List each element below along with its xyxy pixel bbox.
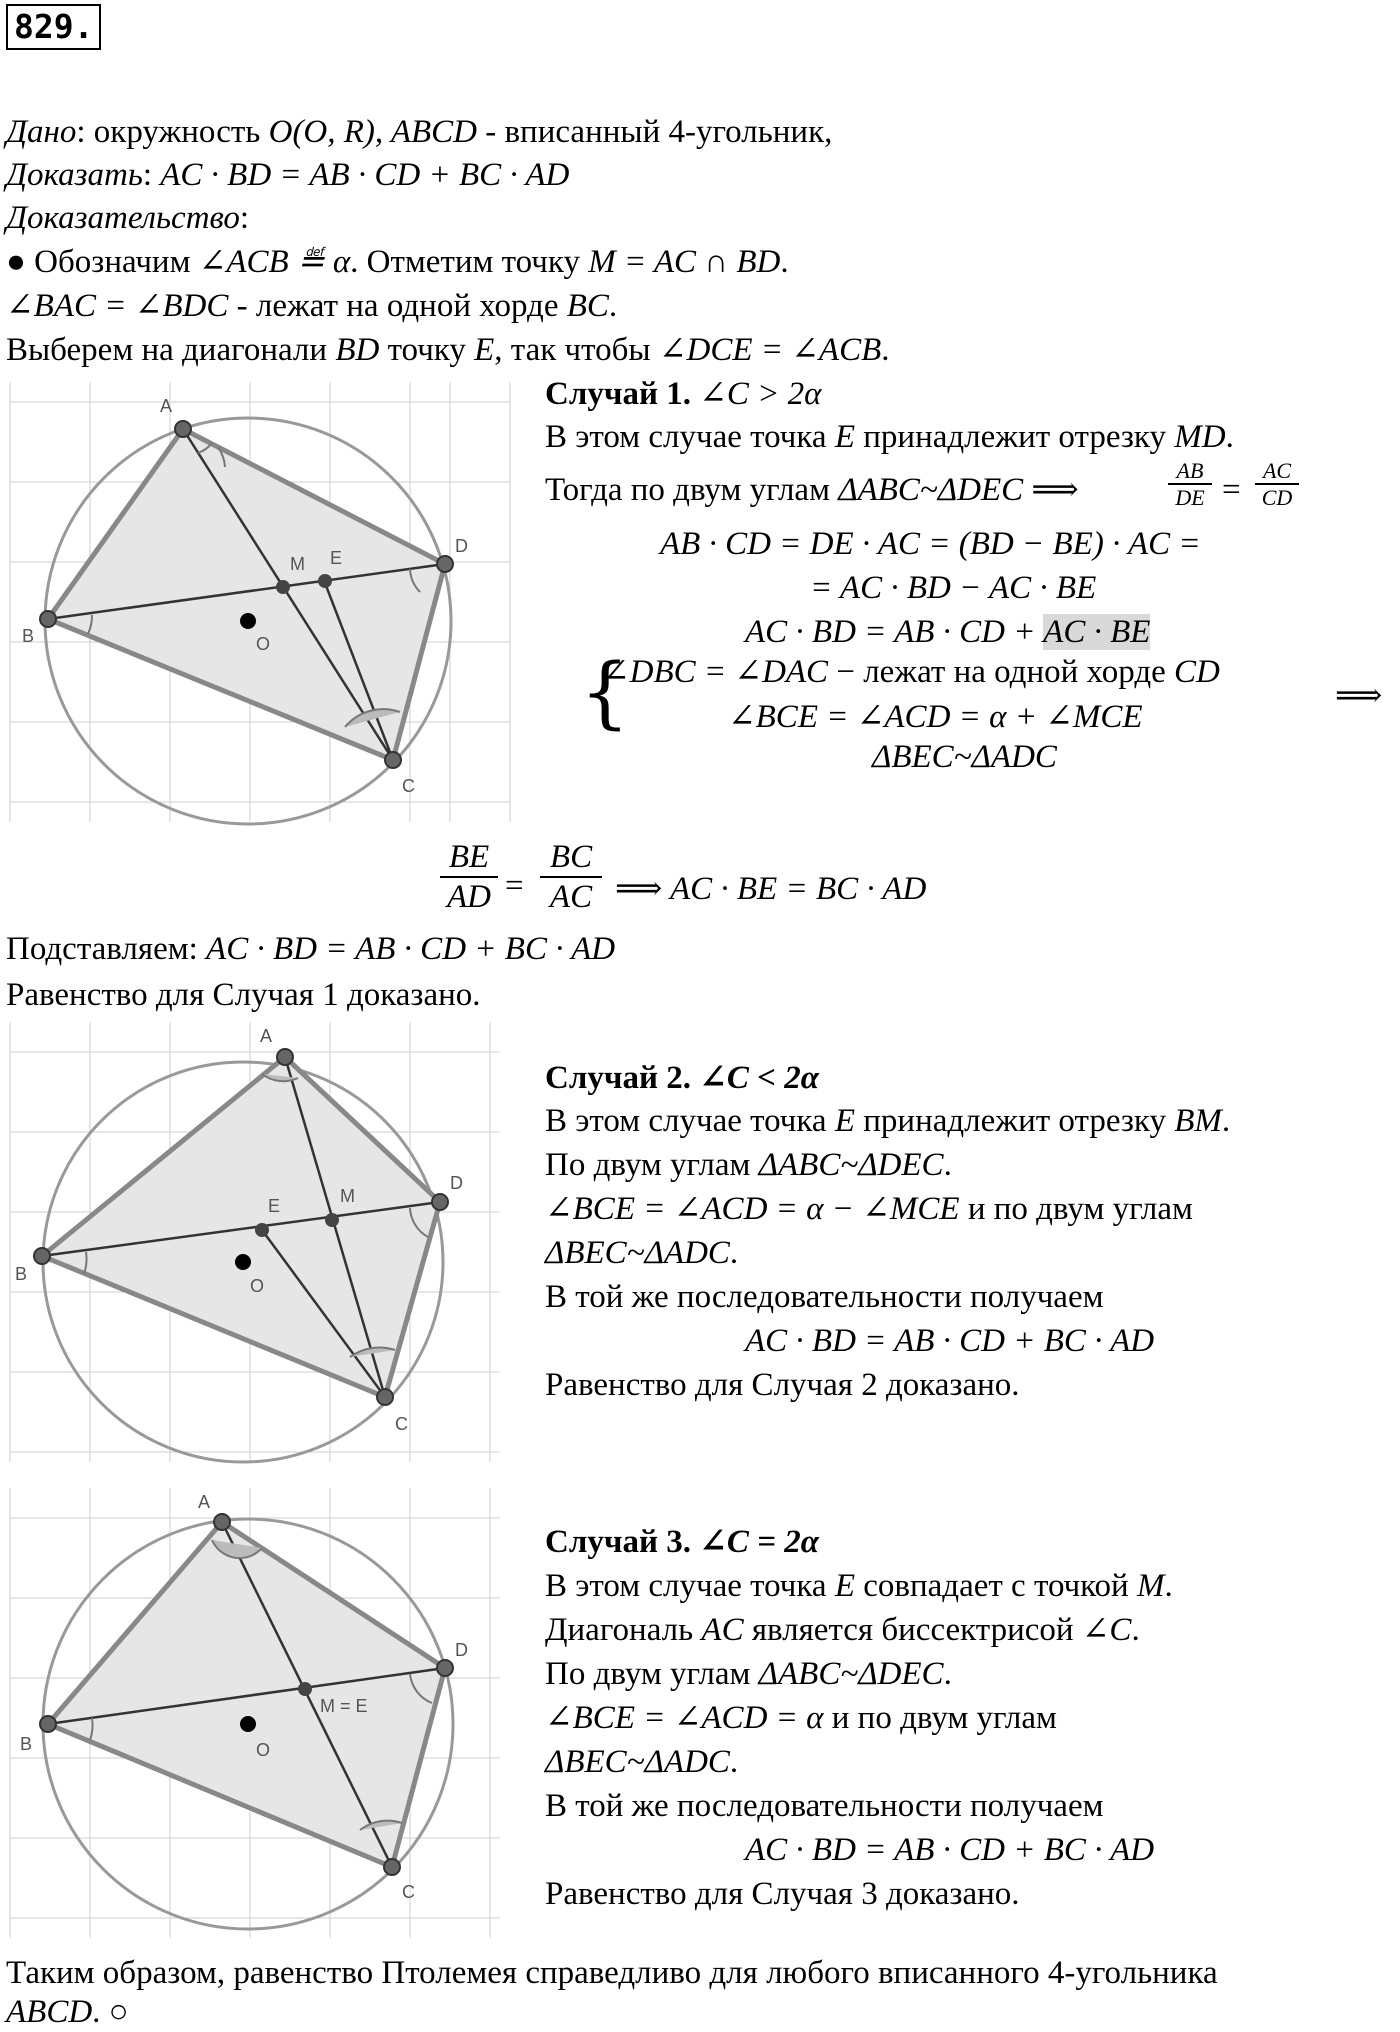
case3-s5 <box>545 1742 738 1782</box>
case3-s1c: . <box>1164 1568 1173 1604</box>
case3-s2m: AC <box>701 1612 744 1648</box>
fig2-label-c: C <box>395 1414 408 1434</box>
line1-b: . Отметим точку <box>350 244 589 280</box>
case1-frac-eq2: = <box>505 868 524 904</box>
case3-s4m: ∠BCE = ∠ACD = α <box>545 1700 824 1736</box>
line2-a: - лежат на одной хорде <box>228 288 567 324</box>
fig3-label-d: D <box>455 1640 468 1660</box>
proof-line <box>6 198 249 238</box>
case1-substitute <box>6 929 615 969</box>
case2-cond: ∠C < 2α <box>699 1060 819 1096</box>
problem-number: 829. <box>6 4 101 50</box>
line2-m1: ∠BAC = ∠BDC <box>6 288 229 324</box>
figure-case1 <box>0 372 520 842</box>
case3-s6: В той же последовательности получаем <box>545 1788 1104 1824</box>
case2-s1b: принадлежит отрезку <box>855 1103 1175 1139</box>
case1-sys1 <box>602 652 1220 692</box>
case2-s1 <box>545 1101 1230 1141</box>
case3-s1 <box>545 1566 1173 1606</box>
case1-sub-m: AC · BD = AB · CD + BC · AD <box>206 931 616 967</box>
case1-done: Равенство для Случая 1 доказано. <box>6 977 481 1013</box>
fig1-label-o: O <box>256 634 271 654</box>
case1-e3a: AC · BD = AB · CD + <box>745 614 1044 650</box>
given-label: Дано <box>6 114 77 150</box>
case1-e3 <box>745 612 1150 652</box>
case1-system-brace: { <box>580 648 630 738</box>
case1-s1m: E <box>834 419 856 455</box>
case1-s1m2: MD <box>1174 419 1226 455</box>
case1-s2a: Тогда по двум углам <box>545 472 839 508</box>
line1-a: ● Обозначим <box>6 244 199 280</box>
case3-s1b: совпадает с точкой <box>855 1568 1137 1604</box>
case1-s1b: принадлежит отрезку <box>855 419 1175 455</box>
proof-colon: : <box>239 200 250 236</box>
case1-g2d: AC <box>549 879 593 915</box>
case1-f2n: AC <box>1262 458 1292 483</box>
case1-title: Случай 1. <box>545 376 700 412</box>
case2-s3m: ∠BCE = ∠ACD = α − ∠MCE <box>545 1191 960 1227</box>
case3-s7: AC · BD = AB · CD + BC · AD <box>745 1832 1155 1868</box>
case2-s3a: и по двум углам <box>959 1191 1193 1227</box>
case2-title-line <box>545 1058 819 1098</box>
case1-f1d: DE <box>1175 485 1205 510</box>
case1-frac-rest: ⟹ AC · BE = BC · AD <box>615 871 927 907</box>
case1-title-line <box>545 374 822 414</box>
given-line <box>6 112 832 152</box>
case3-done: Равенство для Случая 3 доказано. <box>545 1876 1020 1912</box>
fig3-label-b: B <box>20 1734 33 1754</box>
case3-s3b: . <box>943 1656 952 1692</box>
line2-m2: BC <box>566 288 609 324</box>
given-math: O(O, R), ABCD <box>268 114 477 150</box>
line3-c: , так чтобы <box>494 332 659 368</box>
fig1-label-m: M <box>290 554 305 574</box>
case2-s3 <box>545 1189 1193 1229</box>
fig1-label-d: D <box>455 536 468 556</box>
case1-e3b: AC · BE <box>1043 614 1151 650</box>
line1-m1: ∠ACB ≝ α <box>198 244 351 280</box>
case3-s3a: По двум углам <box>545 1656 759 1692</box>
line3-d: . <box>881 332 890 368</box>
case2-s2b: . <box>943 1147 952 1183</box>
case2-s6: AC · BD = AB · CD + BC · AD <box>745 1323 1155 1359</box>
figure-case3 <box>0 1478 520 1948</box>
case2-s1m2: BM <box>1174 1103 1222 1139</box>
fig3-label-me: M = E <box>320 1696 368 1716</box>
proof-label: Доказательство <box>6 200 240 236</box>
case1-g1n: BE <box>448 839 490 875</box>
line1-m2: M = AC ∩ BD <box>588 244 781 280</box>
case2-s2 <box>545 1145 952 1185</box>
fig2-label-d: D <box>450 1173 463 1193</box>
case1-frac-eq: = <box>1222 472 1241 508</box>
case1-sys1a: ∠DBC = ∠DAC <box>602 654 829 690</box>
conclusion-line: Таким образом, равенство Птолемея справедливо для любого вписанного 4-угольника <box>6 1955 1218 1991</box>
fig1-label-e: E <box>330 548 343 568</box>
fig2-label-m: M <box>340 1186 355 1206</box>
case3-s3m: ΔABC~ΔDEC <box>758 1656 944 1692</box>
case1-s2 <box>545 470 1079 510</box>
proof-line-1 <box>6 242 789 282</box>
case2-s4m: ΔBEC~ΔADC <box>545 1235 730 1271</box>
conclusion-math: ABCD <box>6 1994 93 2030</box>
case1-e1: AB · CD = DE · AC = (BD − BE) · AC = <box>660 526 1201 562</box>
prove-text: : <box>142 157 161 193</box>
case1-frac1 <box>1168 458 1212 510</box>
prove-label: Доказать <box>6 157 143 193</box>
line3-m2: E <box>474 332 495 368</box>
case2-s1a: В этом случае точка <box>545 1103 835 1139</box>
case2-s1m: E <box>834 1103 856 1139</box>
fig1-label-c: C <box>402 776 415 796</box>
case3-s2a: Диагональ <box>545 1612 702 1648</box>
case2-done: Равенство для Случая 2 доказано. <box>545 1367 1020 1403</box>
case2-title: Случай 2. <box>545 1060 700 1096</box>
prove-line <box>6 155 569 195</box>
case3-title-line <box>545 1522 819 1562</box>
case1-sys1c: CD <box>1174 654 1220 690</box>
fig3-label-o: O <box>256 1740 271 1760</box>
case1-implies: ⟹ <box>1335 678 1383 714</box>
case1-e2: = AC · BD − AC · BE <box>810 570 1097 606</box>
case2-s4 <box>545 1233 738 1273</box>
case1-frac2 <box>1255 458 1299 510</box>
proof-line-2 <box>6 286 617 326</box>
case3-s2 <box>545 1610 1140 1650</box>
case1-f2d: CD <box>1261 485 1293 510</box>
case2-s2a: По двум углам <box>545 1147 759 1183</box>
case1-g1d: AD <box>447 879 491 915</box>
case1-frac4 <box>540 838 602 916</box>
proof-line-3 <box>6 330 890 370</box>
case1-sub-a: Подставляем: <box>6 931 207 967</box>
case1-g2n: BC <box>549 839 593 875</box>
case1-sys2: ∠BCE = ∠ACD = α + ∠MCE <box>728 699 1143 735</box>
case2-s1c: . <box>1221 1103 1231 1139</box>
prove-math: AC · BD = AB · CD + BC · AD <box>160 157 570 193</box>
fig3-label-c: C <box>402 1882 415 1902</box>
case1-sys1b: − лежат на одной хорде <box>828 654 1175 690</box>
case3-title: Случай 3. <box>545 1524 700 1560</box>
case3-cond: ∠C = 2α <box>699 1524 819 1560</box>
case2-s2m: ΔABC~ΔDEC <box>758 1147 944 1183</box>
line3-a: Выберем на диагонали <box>6 332 336 368</box>
conclusion-line-2 <box>6 1992 129 2032</box>
fig2-label-a: A <box>260 1026 273 1046</box>
case2-s5: В той же последовательности получаем <box>545 1279 1104 1315</box>
case1-cond: ∠C > 2α <box>699 376 822 412</box>
case1-f1n: AB <box>1176 458 1204 483</box>
fig2-label-o: O <box>250 1276 265 1296</box>
fig2-label-b: B <box>15 1264 28 1284</box>
case1-s1 <box>545 417 1234 457</box>
case3-s2b: является биссектрисой <box>743 1612 1082 1648</box>
case3-s1a: В этом случае точка <box>545 1568 835 1604</box>
fig1-label-a: A <box>160 396 173 416</box>
case1-sys3: ΔBEC~ΔADC <box>872 739 1057 775</box>
case3-s4 <box>545 1698 1057 1738</box>
case3-s1m: E <box>834 1568 856 1604</box>
fig1-label-b: B <box>22 626 35 646</box>
case1-frac3 <box>440 838 498 916</box>
case1-s1a: В этом случае точка <box>545 419 835 455</box>
fig2-label-e: E <box>268 1196 281 1216</box>
case2-s4a: . <box>729 1235 739 1271</box>
given-text: : окружность <box>76 114 269 150</box>
figure-case2 <box>0 1012 520 1472</box>
line3-b: точку <box>379 332 475 368</box>
line3-m3: ∠DCE = ∠ACB <box>658 332 882 368</box>
case3-s2m2: ∠C <box>1081 1612 1132 1648</box>
conclusion-end: . ○ <box>92 1994 129 2030</box>
case1-s1c: . <box>1225 419 1234 455</box>
case3-s5m: ΔBEC~ΔADC <box>545 1744 730 1780</box>
case3-s4a: и по двум углам <box>823 1700 1057 1736</box>
fig3-label-a: A <box>198 1492 211 1512</box>
line1-c: . <box>780 244 789 280</box>
case3-s3 <box>545 1654 952 1694</box>
case3-s2c: . <box>1131 1612 1140 1648</box>
case1-s2m: ΔABC~ΔDEC ⟹ <box>838 472 1079 508</box>
case3-s1m2: M <box>1136 1568 1165 1604</box>
line2-b: . <box>608 288 618 324</box>
line3-m1: BD <box>335 332 380 368</box>
case3-s5a: . <box>729 1744 739 1780</box>
given-rest: - вписанный 4-угольник, <box>476 114 833 150</box>
